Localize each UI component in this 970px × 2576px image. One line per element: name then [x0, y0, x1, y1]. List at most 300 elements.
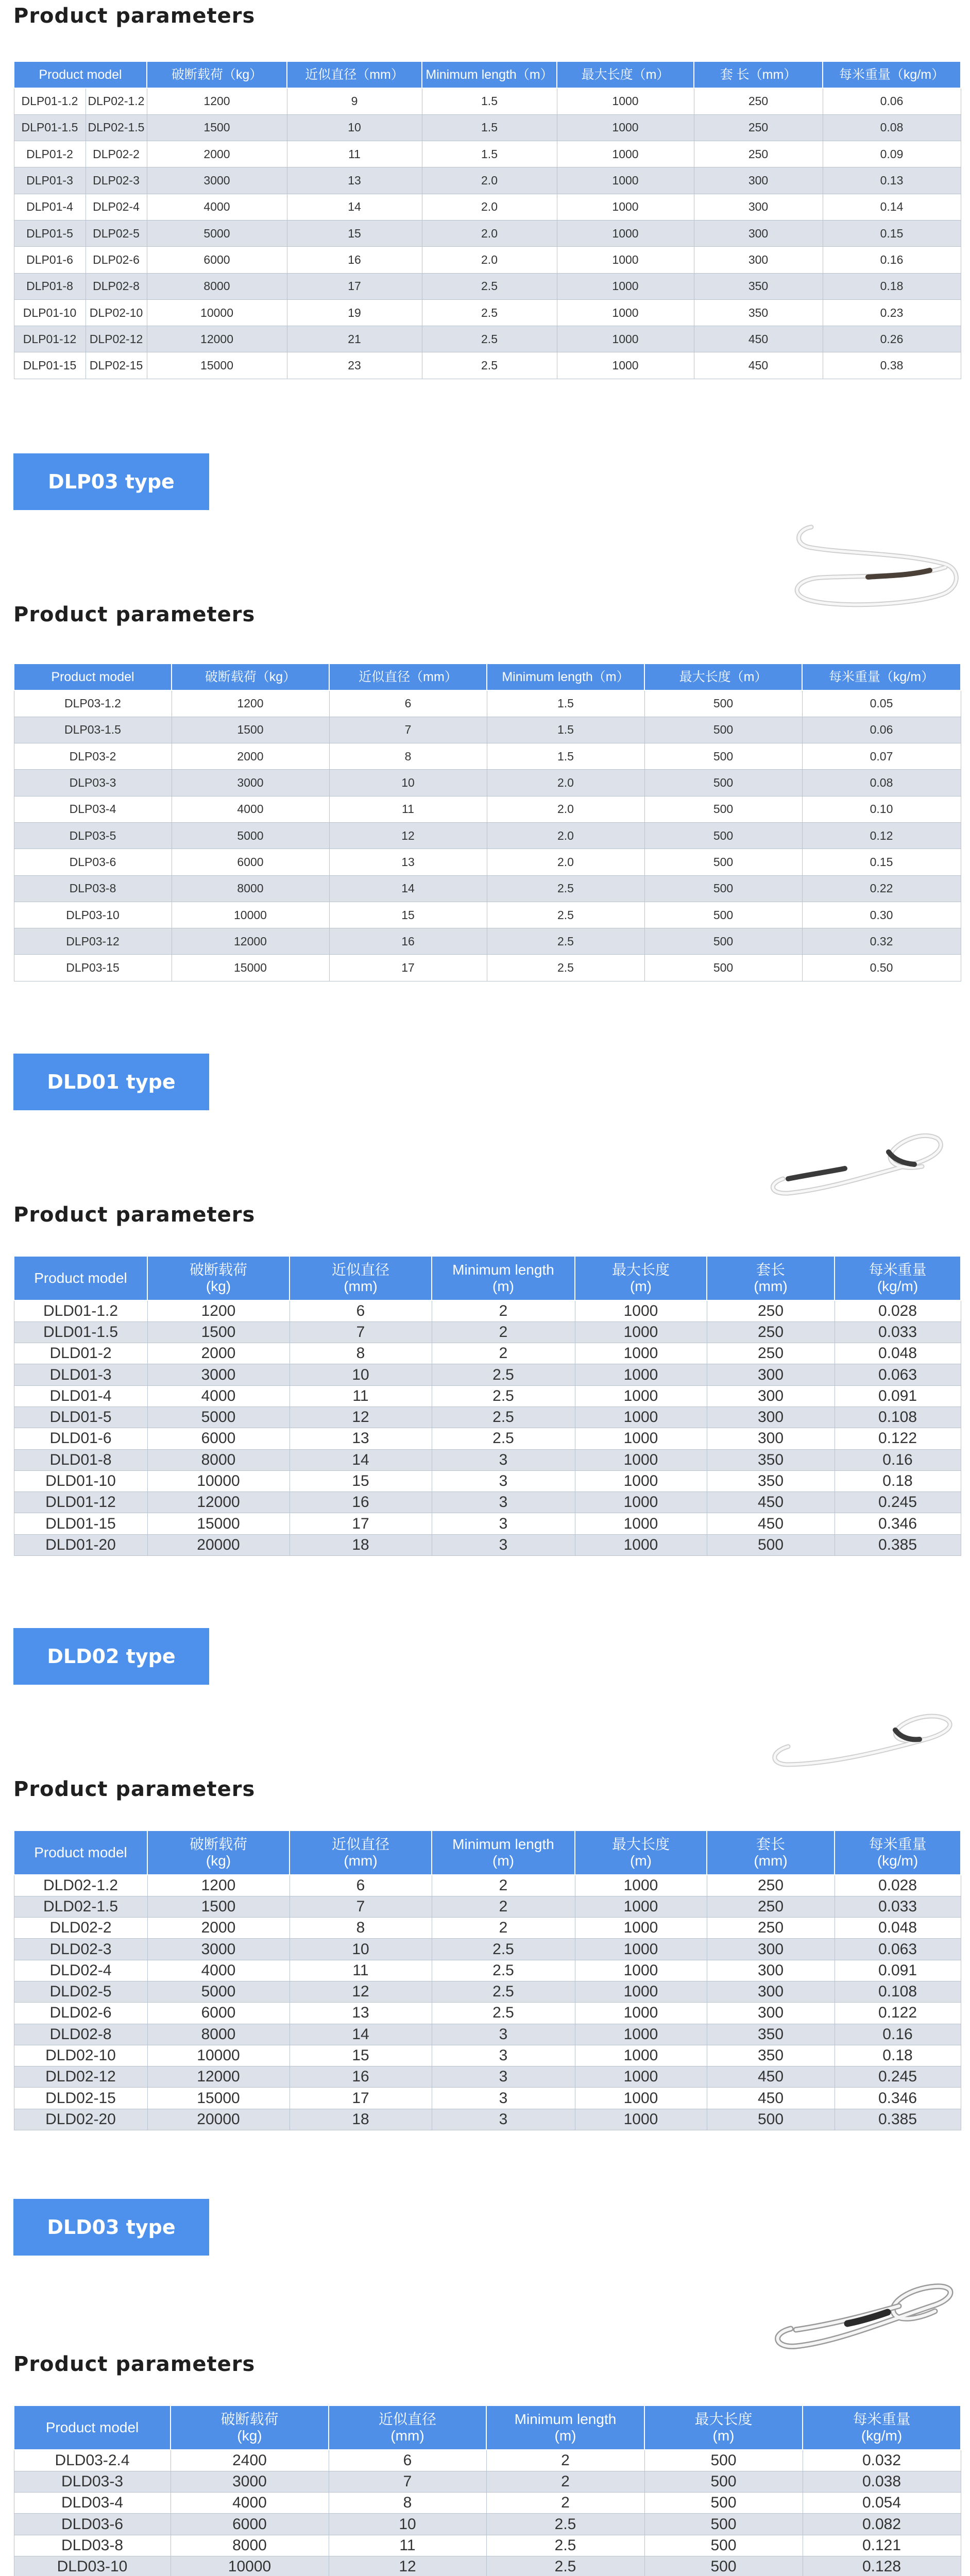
table-cell: 1.5 [422, 114, 557, 141]
table-cell: 2.5 [432, 1406, 575, 1428]
table-cell: 0.032 [803, 2450, 961, 2471]
table-cell: 10000 [147, 1470, 290, 1492]
table-row [14, 743, 961, 770]
table-cell: DLD01-4 [14, 1385, 147, 1406]
table-cell: 450 [707, 2066, 835, 2088]
table-cell: DLP01-3 [14, 167, 86, 194]
table-cell: 1000 [557, 326, 694, 352]
table-cell: 0.22 [802, 875, 961, 902]
table-cell: DLP03-1.5 [14, 717, 172, 743]
table-cell: 10 [329, 770, 487, 796]
table-cell: DLP01-10 [14, 299, 86, 326]
table-cell: 2 [432, 1875, 575, 1896]
table-cell: 8 [290, 1918, 432, 1939]
table-cell: 2.5 [422, 299, 557, 326]
table-cell: 8000 [147, 2024, 290, 2045]
table-cell: 16 [329, 928, 487, 955]
table-cell: 500 [644, 2514, 803, 2535]
table-cell: DLD03-10 [14, 2556, 171, 2576]
table-cell: 1000 [575, 1960, 707, 1981]
table-row [14, 2471, 961, 2492]
table-cell: 300 [694, 247, 823, 273]
table-cell: 0.15 [802, 849, 961, 875]
table-cell: DLP03-6 [14, 849, 172, 875]
table-cell: DLD01-6 [14, 1428, 147, 1449]
table-cell: 1.5 [487, 717, 644, 743]
table-header-row [14, 664, 961, 690]
table-cell: 0.50 [802, 955, 961, 981]
table-cell: 11 [290, 1960, 432, 1981]
table-cell: 500 [644, 875, 802, 902]
table-cell: DLP01-1.2 [14, 88, 86, 114]
column-header: 每米重量 (kg/m) [803, 2405, 961, 2450]
table-cell: DLD02-12 [14, 2066, 147, 2088]
table-cell: 1000 [557, 220, 694, 246]
table-cell: 1000 [575, 1492, 707, 1513]
table-cell: DLP02-8 [86, 273, 147, 299]
table-cell: 1500 [147, 114, 287, 141]
table-cell: 4000 [172, 796, 329, 822]
table-row [14, 2003, 961, 2024]
table-cell: 2.5 [487, 902, 644, 928]
table-cell: 12000 [147, 326, 287, 352]
table-cell: 3000 [147, 1939, 290, 1960]
table-cell: 3 [432, 1492, 575, 1513]
section-title: Product parameters [13, 4, 256, 28]
table-cell: 2.5 [432, 2003, 575, 2024]
table-row [14, 194, 961, 220]
table-cell: 0.07 [802, 743, 961, 770]
table-cell: 10000 [147, 2045, 290, 2066]
column-header: 套 长（mm） [694, 61, 823, 88]
column-header: 破断载荷 (kg) [147, 1831, 290, 1875]
table-cell: DLP02-12 [86, 326, 147, 352]
table-row [14, 1896, 961, 1917]
table-cell: DLP01-12 [14, 326, 86, 352]
table-cell: 250 [694, 88, 823, 114]
table-cell: 18 [290, 1534, 432, 1555]
rope-loop-image-dld02 [768, 1710, 963, 1772]
table-cell: 13 [290, 2003, 432, 2024]
table-cell: 350 [707, 2045, 835, 2066]
table-cell: 1000 [575, 1428, 707, 1449]
table-cell: 2.5 [422, 273, 557, 299]
table-cell: DLP02-4 [86, 194, 147, 220]
table-cell: DLD03-3 [14, 2471, 171, 2492]
table-cell: 0.346 [835, 1513, 961, 1534]
table-cell: 1000 [575, 1470, 707, 1492]
table-cell: 0.09 [823, 141, 961, 167]
table-cell: DLP03-12 [14, 928, 172, 955]
table-row [14, 273, 961, 299]
table-cell: DLP02-5 [86, 220, 147, 246]
table-cell: 5000 [147, 220, 287, 246]
column-header: 破断载荷（kg） [172, 664, 329, 690]
table-cell: 2 [432, 1321, 575, 1343]
table-cell: 0.038 [803, 2471, 961, 2492]
table-cell: DLD01-1.5 [14, 1321, 147, 1343]
table-cell: 17 [287, 273, 422, 299]
table-cell: DLP03-4 [14, 796, 172, 822]
table-cell: DLP03-10 [14, 902, 172, 928]
table-row [14, 1385, 961, 1406]
table-cell: 0.26 [823, 326, 961, 352]
table-row [14, 247, 961, 273]
table-cell: 2 [432, 1896, 575, 1917]
table-cell: DLD03-8 [14, 2535, 171, 2556]
table-cell: DLP02-1.5 [86, 114, 147, 141]
table-cell: 0.18 [823, 273, 961, 299]
table-cell: DLD02-5 [14, 1981, 147, 2002]
table-cell: 1000 [575, 2045, 707, 2066]
table-cell: 3 [432, 2045, 575, 2066]
table-row [14, 2066, 961, 2088]
table-cell: 10000 [172, 902, 329, 928]
table-row [14, 849, 961, 875]
table-cell: DLD02-20 [14, 2109, 147, 2130]
table-row [14, 1492, 961, 1513]
table-cell: 1000 [557, 247, 694, 273]
table-cell: 6000 [147, 2003, 290, 2024]
table-cell: 2000 [147, 1343, 290, 1364]
table-cell: 0.16 [823, 247, 961, 273]
column-header: 破断载荷（kg） [147, 61, 287, 88]
table-cell: 3000 [172, 770, 329, 796]
table-cell: 1000 [575, 2088, 707, 2109]
table-cell: DLD01-5 [14, 1406, 147, 1428]
table-row [14, 2556, 961, 2576]
table-cell: 6000 [147, 1428, 290, 1449]
table-cell: 0.18 [835, 1470, 961, 1492]
table-cell: 1000 [575, 2109, 707, 2130]
table-cell: 0.245 [835, 1492, 961, 1513]
table-cell: 20000 [147, 1534, 290, 1555]
column-header: 近似直径（mm） [287, 61, 422, 88]
table-cell: 0.14 [823, 194, 961, 220]
table-cell: 450 [707, 1492, 835, 1513]
table-cell: 12000 [172, 928, 329, 955]
table-cell: DLD01-10 [14, 1470, 147, 1492]
table-cell: 2.0 [422, 194, 557, 220]
table-cell: 2.0 [422, 247, 557, 273]
table-cell: 0.121 [803, 2535, 961, 2556]
table-cell: 500 [644, 796, 802, 822]
table-cell: 1000 [575, 1896, 707, 1917]
column-header: Product model [14, 664, 172, 690]
table-cell: 6000 [147, 247, 287, 273]
table-cell: 6000 [171, 2514, 329, 2535]
column-header: Minimum length（m） [422, 61, 557, 88]
table-cell: 1000 [575, 2024, 707, 2045]
column-header: 每米重量 (kg/m) [835, 1831, 961, 1875]
table-cell: 0.082 [803, 2514, 961, 2535]
table-cell: 0.08 [802, 770, 961, 796]
column-header: 最大长度（m） [557, 61, 694, 88]
table-row [14, 2535, 961, 2556]
table-cell: 2.5 [432, 1960, 575, 1981]
table-cell: 23 [287, 352, 422, 379]
table-cell: 9 [287, 88, 422, 114]
table-cell: 1000 [575, 1300, 707, 1321]
table-cell: 2.5 [422, 326, 557, 352]
table-row [14, 1981, 961, 2002]
section-title: Product parameters [13, 603, 256, 626]
table-cell: 15000 [172, 955, 329, 981]
table-cell: 15000 [147, 1513, 290, 1534]
table-cell: 0.23 [823, 299, 961, 326]
table-cell: DLP03-5 [14, 822, 172, 849]
table-cell: 0.122 [835, 1428, 961, 1449]
table-cell: 1000 [575, 1343, 707, 1364]
table-cell: 2.5 [432, 1939, 575, 1960]
table-cell: 1000 [575, 2066, 707, 2088]
table-cell: 300 [694, 167, 823, 194]
table-cell: DLP03-1.2 [14, 690, 172, 717]
table-cell: 300 [707, 1981, 835, 2002]
table-cell: 2.0 [422, 220, 557, 246]
section-title: Product parameters [13, 1777, 256, 1801]
table-cell: 7 [290, 1896, 432, 1917]
table-cell: 0.108 [835, 1406, 961, 1428]
column-header: 近似直径 (mm) [329, 2405, 486, 2450]
table-cell: 12 [329, 822, 487, 849]
table-cell: 8000 [147, 1449, 290, 1470]
table-cell: 250 [694, 114, 823, 141]
table-cell: 450 [707, 2088, 835, 2109]
table-cell: 12 [329, 2556, 486, 2576]
table-cell: 2.0 [422, 167, 557, 194]
column-header: 最大长度 (m) [644, 2405, 803, 2450]
table-cell: 1000 [557, 141, 694, 167]
table-cell: 13 [290, 1428, 432, 1449]
table-cell: 1000 [575, 1385, 707, 1406]
table-cell: DLD01-20 [14, 1534, 147, 1555]
table-row [14, 1321, 961, 1343]
column-header: Minimum length（m） [487, 664, 644, 690]
table-cell: DLD02-3 [14, 1939, 147, 1960]
table-cell: DLD03-2.4 [14, 2450, 171, 2471]
table-cell: 3 [432, 2066, 575, 2088]
table-row [14, 796, 961, 822]
table-cell: 250 [707, 1300, 835, 1321]
table-cell: 1000 [557, 273, 694, 299]
table-cell: 0.063 [835, 1364, 961, 1385]
table-cell: 500 [644, 690, 802, 717]
table-cell: 21 [287, 326, 422, 352]
table-cell: 1000 [575, 1875, 707, 1896]
table-row [14, 1875, 961, 1896]
table-cell: DLP02-15 [86, 352, 147, 379]
table-cell: 3 [432, 2024, 575, 2045]
table-cell: 0.245 [835, 2066, 961, 2088]
table-cell: 8 [290, 1343, 432, 1364]
column-header: Minimum length (m) [432, 1256, 575, 1300]
table-cell: 0.06 [802, 717, 961, 743]
table-cell: 2.0 [487, 849, 644, 875]
table-cell: DLP02-10 [86, 299, 147, 326]
table-cell: 1000 [575, 1939, 707, 1960]
table-cell: 0.385 [835, 1534, 961, 1555]
table-cell: 7 [329, 717, 487, 743]
table-cell: 17 [290, 1513, 432, 1534]
table-cell: 2.5 [432, 1428, 575, 1449]
table-cell: 2.5 [487, 875, 644, 902]
column-header: 破断载荷 (kg) [147, 1256, 290, 1300]
column-header: 套长 (mm) [707, 1831, 835, 1875]
table-cell: 300 [707, 1939, 835, 1960]
table-cell: 10 [287, 114, 422, 141]
table-cell: 1000 [575, 1981, 707, 2002]
table-row [14, 2088, 961, 2109]
table-cell: DLD02-10 [14, 2045, 147, 2066]
table-cell: 1000 [575, 1321, 707, 1343]
table-cell: 16 [290, 2066, 432, 2088]
table-cell: 0.10 [802, 796, 961, 822]
table-row [14, 1428, 961, 1449]
table-row [14, 1513, 961, 1534]
table-cell: 2.5 [432, 1385, 575, 1406]
table-cell: DLP03-15 [14, 955, 172, 981]
table-cell: 15 [329, 902, 487, 928]
column-header: 最大长度（m） [644, 664, 802, 690]
table-cell: 1000 [557, 167, 694, 194]
table-row [14, 1300, 961, 1321]
table-cell: 1000 [557, 194, 694, 220]
table-row [14, 875, 961, 902]
table-cell: 6000 [172, 849, 329, 875]
table-cell: 300 [694, 220, 823, 246]
column-header: 近似直径（mm） [329, 664, 487, 690]
table-cell: 0.091 [835, 1960, 961, 1981]
table-cell: DLD01-1.2 [14, 1300, 147, 1321]
column-header: Minimum length (m) [432, 1831, 575, 1875]
table-cell: 2.5 [486, 2556, 644, 2576]
table-cell: DLD02-6 [14, 2003, 147, 2024]
table-cell: 0.05 [802, 690, 961, 717]
table-cell: 6 [329, 690, 487, 717]
table-row [14, 1918, 961, 1939]
table-row [14, 220, 961, 246]
table-cell: 0.048 [835, 1918, 961, 1939]
table-cell: 300 [707, 1364, 835, 1385]
table-cell: 8000 [171, 2535, 329, 2556]
table-cell: 16 [287, 247, 422, 273]
table-row [14, 928, 961, 955]
table-cell: 4000 [147, 1960, 290, 1981]
column-header: Product model [14, 1831, 147, 1875]
table-cell: 500 [644, 902, 802, 928]
table-cell: 3 [432, 2109, 575, 2130]
table-cell: 2.5 [486, 2535, 644, 2556]
table-cell: DLP02-2 [86, 141, 147, 167]
table-header-row [14, 2405, 961, 2450]
table-cell: DLP01-6 [14, 247, 86, 273]
table-cell: 0.063 [835, 1939, 961, 1960]
table-cell: 7 [290, 1321, 432, 1343]
table-cell: 1200 [172, 690, 329, 717]
table-cell: 8000 [172, 875, 329, 902]
column-header: 每米重量 (kg/m) [835, 1256, 961, 1300]
table-cell: 15 [287, 220, 422, 246]
table-cell: 250 [707, 1321, 835, 1343]
table-cell: DLP01-1.5 [14, 114, 86, 141]
table-cell: 15000 [147, 2088, 290, 2109]
table-cell: 500 [644, 743, 802, 770]
column-header: Minimum length (m) [486, 2405, 644, 2450]
table-cell: DLP01-4 [14, 194, 86, 220]
table-cell: 0.16 [835, 1449, 961, 1470]
table-row [14, 902, 961, 928]
table-cell: 450 [694, 352, 823, 379]
table-cell: 450 [707, 1513, 835, 1534]
table-cell: 12 [290, 1406, 432, 1428]
table-cell: DLP02-3 [86, 167, 147, 194]
table-cell: 14 [290, 2024, 432, 2045]
table-header-row [14, 61, 961, 88]
column-header: 每米重量（kg/m） [823, 61, 961, 88]
table-cell: 0.06 [823, 88, 961, 114]
column-header: 最大长度 (m) [575, 1831, 707, 1875]
table-row [14, 1534, 961, 1555]
table-cell: 250 [694, 141, 823, 167]
params-table-dlp01 [13, 61, 961, 379]
table-row [14, 352, 961, 379]
table-cell: 20000 [147, 2109, 290, 2130]
table-cell: DLD03-6 [14, 2514, 171, 2535]
column-header: 近似直径 (mm) [290, 1831, 432, 1875]
table-cell: 0.13 [823, 167, 961, 194]
table-cell: 1000 [575, 1918, 707, 1939]
table-cell: 10 [290, 1939, 432, 1960]
table-row [14, 1364, 961, 1385]
column-header: 破断载荷 (kg) [171, 2405, 329, 2450]
table-cell: 12000 [147, 1492, 290, 1513]
table-cell: DLP03-3 [14, 770, 172, 796]
table-cell: 4000 [147, 1385, 290, 1406]
table-cell: 2400 [171, 2450, 329, 2471]
table-row [14, 2109, 961, 2130]
table-cell: 1000 [575, 1406, 707, 1428]
table-cell: DLP01-15 [14, 352, 86, 379]
table-cell: 15 [290, 2045, 432, 2066]
table-cell: 14 [329, 875, 487, 902]
table-cell: 0.385 [835, 2109, 961, 2130]
table-cell: 0.033 [835, 1321, 961, 1343]
table-cell: 10000 [147, 299, 287, 326]
table-cell: 250 [707, 1896, 835, 1917]
table-cell: 8000 [147, 273, 287, 299]
table-cell: 0.08 [823, 114, 961, 141]
table-cell: 0.048 [835, 1343, 961, 1364]
table-cell: 11 [290, 1385, 432, 1406]
table-cell: 5000 [147, 1406, 290, 1428]
table-cell: 6 [290, 1300, 432, 1321]
table-cell: 2.5 [422, 352, 557, 379]
table-cell: DLP01-8 [14, 273, 86, 299]
table-cell: 4000 [147, 194, 287, 220]
table-cell: 1.5 [422, 141, 557, 167]
table-header-row [14, 1831, 961, 1875]
table-cell: 0.16 [835, 2024, 961, 2045]
column-header: 最大长度 (m) [575, 1256, 707, 1300]
params-table-dld02 [13, 1830, 961, 2130]
table-cell: 3 [432, 2088, 575, 2109]
table-cell: 250 [707, 1343, 835, 1364]
table-cell: 17 [329, 955, 487, 981]
table-cell: 11 [287, 141, 422, 167]
table-cell: 500 [707, 2109, 835, 2130]
table-cell: 11 [329, 2535, 486, 2556]
